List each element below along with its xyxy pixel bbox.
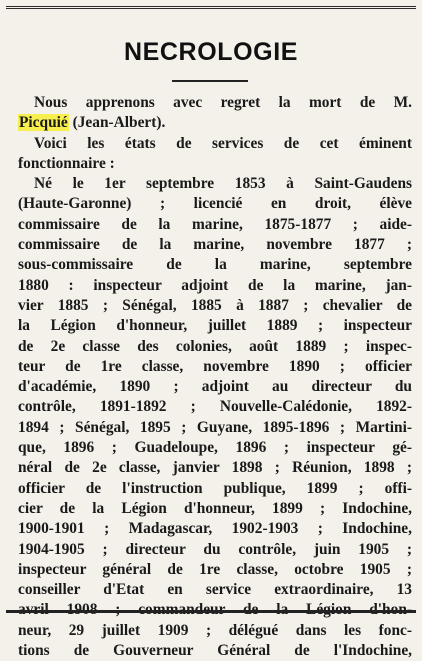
body-line: néral de 2e classe, janvier 1898 ; Réunion, 1898 ; bbox=[18, 459, 412, 477]
body-line: la Légion d'honneur, juillet 1889 ; inspecteur bbox=[18, 317, 412, 335]
body-line: conseiller d'Etat en service extraordinaire, 13 bbox=[18, 581, 412, 599]
body-line: sous-commissaire de la marine, septembre bbox=[18, 256, 412, 274]
body-line: contrôle, 1891-1892 ; Nouvelle-Calédonie, 1892- bbox=[18, 398, 412, 416]
body-line: neur, 29 juillet 1909 ; délégué dans les fonc- bbox=[18, 621, 412, 639]
body-line: 1894 ; Sénégal, 1895 ; Guyane, 1895-1896 ; Martini- bbox=[18, 418, 412, 436]
intro-line: Voici les états de services de cet éminent bbox=[34, 134, 412, 152]
body-line: 1904-1905 ; directeur du contrôle, juin 1905 ; bbox=[18, 540, 412, 558]
body-line: (Haute-Garonne) ; licencié en droit, élève bbox=[18, 195, 412, 213]
body-line: Né le 1er septembre 1853 à Saint-Gaudens bbox=[34, 175, 412, 193]
body-line: 1900-1901 ; Madagascar, 1902-1903 ; Indochine, bbox=[18, 520, 412, 538]
body-line: cier de la Légion d'honneur, 1899 ; Indochine, bbox=[18, 499, 412, 517]
bottom-rule bbox=[6, 610, 416, 613]
article-body bbox=[18, 93, 412, 661]
article-title: NECROLOGIE bbox=[123, 38, 299, 66]
body-line: vier 1885 ; Sénégal, 1885 à 1887 ; chevalier de bbox=[18, 296, 412, 314]
body-line: commissaire de la marine, novembre 1877 ; bbox=[18, 236, 412, 254]
top-rule bbox=[6, 6, 416, 9]
body-line: de 2e classe des colonies, août 1889 ; inspec- bbox=[18, 337, 412, 355]
body-line: teur de 1re classe, novembre 1890 ; officier bbox=[18, 357, 412, 375]
body-line: officier de l'instruction publique, 1899 ; offi- bbox=[18, 479, 412, 497]
body-line: que, 1896 ; Guadeloupe, 1896 ; inspecteur gé- bbox=[18, 439, 412, 457]
body-line: tions de Gouverneur Général de l'Indochine, bbox=[18, 642, 412, 660]
body-line: d'académie, 1890 ; adjoint au directeur du bbox=[18, 378, 412, 396]
intro-name-line bbox=[18, 113, 412, 133]
body-line: avril 1908 ; commandeur de la Légion d'hon- bbox=[18, 601, 412, 619]
title-rule bbox=[172, 80, 248, 82]
intro-line: Nous apprenons avec regret la mort de M. bbox=[34, 94, 412, 111]
body-line: inspecteur général de 1re classe, octobre 1905 ; bbox=[18, 560, 412, 578]
intro-line: fonctionnaire : bbox=[18, 154, 115, 172]
highlighted-name: Picquié bbox=[19, 114, 68, 132]
body-line: commissaire de la marine, 1875-1877 ; aide- bbox=[18, 215, 412, 233]
name-rest: (Jean-Albert). bbox=[68, 114, 166, 132]
body-line: 1880 : inspecteur adjoint de la marine, jan- bbox=[18, 276, 412, 294]
